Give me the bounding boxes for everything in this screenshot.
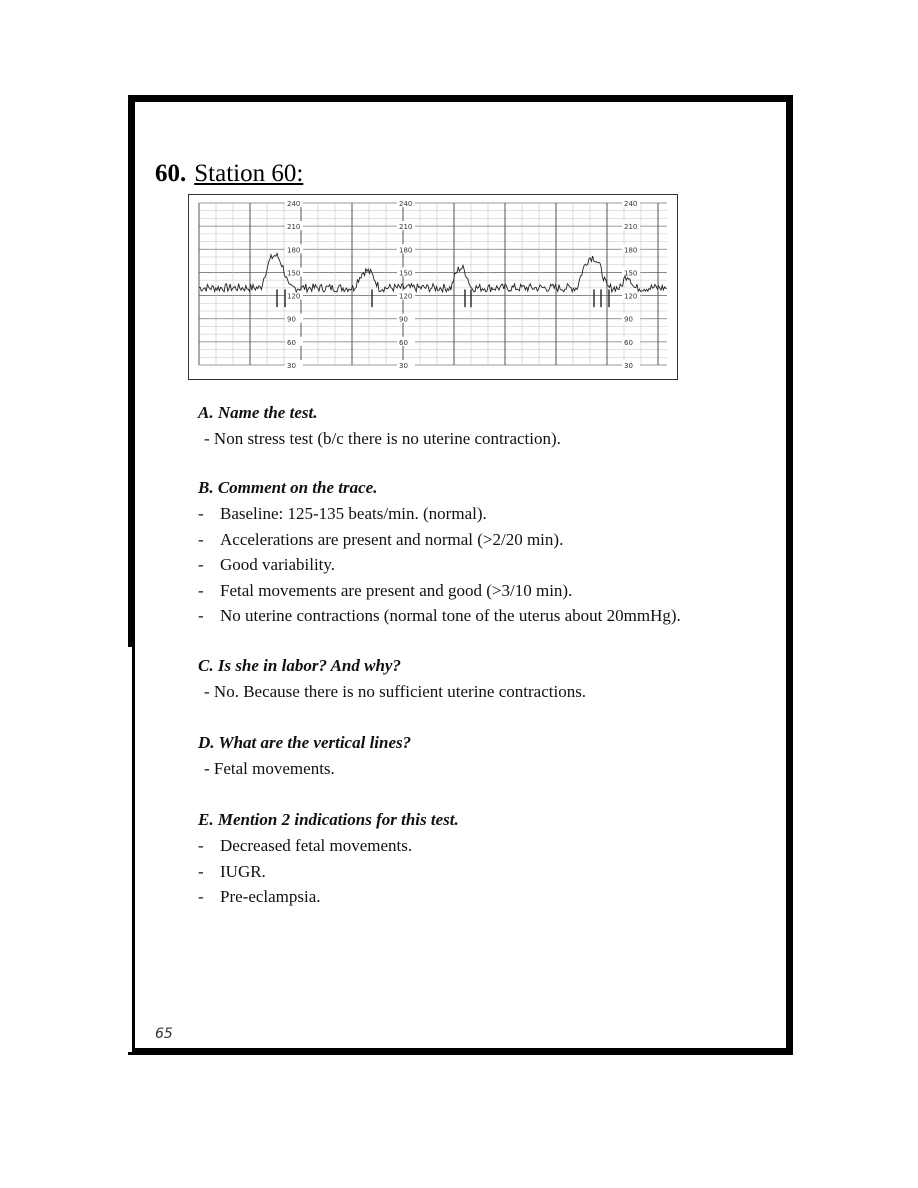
question-c: C. Is she in labor? And why? <box>198 656 401 675</box>
scale-label: 150 <box>287 269 301 278</box>
section-e <box>198 807 459 910</box>
scale-label: 90 <box>624 315 633 324</box>
answer-item <box>198 527 681 553</box>
list-dash: - <box>198 606 204 625</box>
list-dash: - <box>198 555 204 574</box>
section-c <box>198 653 586 705</box>
answer-item <box>198 833 459 859</box>
section-d <box>198 730 411 782</box>
scale-label: 120 <box>624 292 638 301</box>
question-e: E. Mention 2 indications for this test. <box>198 810 459 829</box>
scale-label: 240 <box>624 200 638 208</box>
scale-label: 30 <box>287 362 296 370</box>
list-dash: - <box>198 504 204 523</box>
scale-label: 180 <box>287 246 301 255</box>
scale-label: 240 <box>399 200 413 208</box>
scale-label: 30 <box>399 362 408 370</box>
scale-label: 210 <box>287 223 301 232</box>
section-b <box>198 475 681 629</box>
ctg-trace-svg <box>189 195 677 379</box>
scale-label: 210 <box>399 223 413 232</box>
question-d: D. What are the vertical lines? <box>198 733 412 752</box>
question-a: A. Name the test. <box>198 403 318 422</box>
ctg-trace-image <box>188 194 678 380</box>
section-a <box>198 400 561 452</box>
answer-text: Accelerations are present and normal (>2/20 min). <box>220 529 564 549</box>
list-dash: - <box>198 861 204 881</box>
scale-label: 210 <box>624 223 638 232</box>
question-b: B. Comment on the trace. <box>198 478 378 497</box>
answer-item <box>198 859 459 885</box>
answer-text: Decreased fetal movements. <box>220 836 413 855</box>
answer-text: Baseline: 125-135 beats/min. (normal). <box>220 504 487 523</box>
scale-label: 90 <box>287 315 296 324</box>
scale-label: 120 <box>287 292 301 301</box>
list-dash: - <box>198 580 204 600</box>
answer-text: No uterine contractions (normal tone of the uterus about 20mmHg). <box>220 606 681 625</box>
answer-text: IUGR. <box>220 861 266 881</box>
page-number: 65 <box>155 1026 173 1042</box>
scale-label: 60 <box>399 338 408 347</box>
answer-item: - Non stress test (b/c there is no uterine contraction). <box>204 429 561 448</box>
scale-label: 60 <box>287 338 296 347</box>
station-number: 60. <box>155 160 187 187</box>
scale-label: 120 <box>399 292 413 301</box>
answer-item: - Fetal movements. <box>204 759 335 778</box>
scale-label: 180 <box>399 246 413 255</box>
scale-label: 150 <box>399 269 413 278</box>
answer-item <box>198 578 681 604</box>
answer-text: Good variability. <box>220 555 336 574</box>
answer-item: - No. Because there is no sufficient uterine contractions. <box>204 682 587 701</box>
list-dash: - <box>198 529 204 549</box>
answer-item <box>198 603 681 629</box>
scale-label: 180 <box>624 246 638 255</box>
scale-label: 60 <box>624 338 633 347</box>
list-dash: - <box>198 836 204 855</box>
answer-item <box>198 552 681 578</box>
answer-item <box>198 884 459 910</box>
scale-label: 150 <box>624 269 638 278</box>
list-dash: - <box>198 887 204 906</box>
station-heading <box>155 160 303 188</box>
scale-label: 30 <box>624 362 633 370</box>
answer-text: Pre-eclampsia. <box>220 887 321 906</box>
answer-item <box>198 501 681 527</box>
page-frame <box>128 95 793 1055</box>
scale-label: 240 <box>287 200 301 208</box>
station-title: Station 60: <box>194 160 304 187</box>
answer-text: Fetal movements are present and good (>3/10 min). <box>220 580 573 600</box>
scale-label: 90 <box>399 315 408 324</box>
